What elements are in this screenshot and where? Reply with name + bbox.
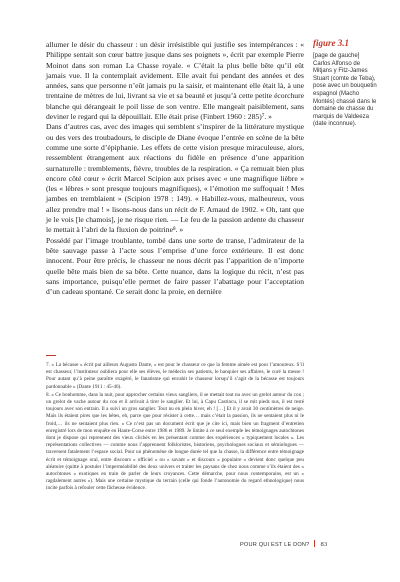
footnote: 7. « La bécasse » écrit par ailleurs Augusto Dante, « est pour le chasseur ce que la femme aimée est pour l’amoureux. S’il est chasseur, l’instituteur oubliera pour elle ses élèves, le médecin ses patients, le banquier ses affaires, le curé la messe ! Pour autant qu’à peine paraître exagéré, le fanatisme qui envahit le chasseur lorsqu’il s’agit de la bécasse est toujours pardonnable » (Dante 1911 : 45-46).: [46, 362, 304, 390]
footnote: 8. « Ce bonhomme, dans la nuit, pour approcher certains vieux sangliers, il se mettait tout nu avec un grelot autour du cou ; un grelot de vache autour du cou et il arrivait à tirer le sanglier. Et lui, à Capu Castincu, il se mit pieds nus, il est resté toujours avec son entrain. Il a suivi un gros sanglier. Tout nu en plein hiver, eh ! […] Et il y avait 30 centimètres de neige. Mais ils étaient pires que les bêtes, eh, parce que pour résister à cette… mais c’était la passion, ils ne sentaient plus ni le froid,… ils ne sentaient plus rien. » Ce n’est pas un document écrit que je cite ici, mais bien un fragment d’entretien enregistré lors de mon enquête en Haute-Corse entre 1986 et 1989. Je limite à ce seul exemple les témoignages autochtones dont je dispose qui reprennent des vieux clichés en les présentant comme des expériences « typiquement locales ». Les représentations collectives — comme nous l’apprennent folkloristes, historiens, psychologues sociaux et sémiologues — traversent fatalement l’espace social. Pour un phénomène de longue durée tel que la chasse, la différence entre témoignage écrit et témoignage oral, entre discours « officiel » ou « savant » et discours « populaire » devient donc quelque peu aléatoire (quitte à postuler l’imperméabilité des deux univers et traiter les paysans de chez nous comme s’ils étaient des « autochtones » exotiques en train de parler de leurs croyances. Cette démarche, pour nous contemporains, est un « ragdalement autres »). Mais une certaine mystique du terrain (celle qui fonde l’autonomie du regard ethnologique) nous incite parfois à refouler cette fâcheuse évidence.: [46, 391, 304, 492]
running-title: POUR QUI EST LE DON?: [240, 542, 310, 548]
paragraph: Dans d’autres cas, avec des images qui semblent s’inspirer de la littérature mystique ou des vers des troubadours, le disciple de Diane évoque l’entrée en scène de la bête comme une sorte d’épiphanie. Les effets de cette vision presque miraculeuse, alors, ressemblent étrangement aux réactions du fidèle en présence d’une apparition surnaturelle : tremblements, fièvre, troubles de la respiration. « Ça remuait bien plus encore côté cœur » écrit Marcel Scipion aux prises avec « une magnifique lièbre » (les « lèbres » sont presque toujours magnifiques), « l’émotion me suffoquait ! Mes jambes en tremblaient » (Scipion 1978 : 149). « Habillez-vous, malheureux, vous allez prendre mal ! » lisons-nous dans un récit de F. Arnaud de 1902. « Oh, tant que je le vois [le chamois], je ne risque rien. — Le feu de la passion ardente du chasseur le mettait à l’abri de la fluxion de poitrine⁸. »: [46, 122, 304, 235]
paragraph: allumer le désir du chasseur : un désir irrésistible qui justifie ses intempérances : « Philippe sentait son cœur battre jusque dans ses poignets », écrit par exemple Pierre Moinot dans son roman La Chasse royale. « C’était la plus belle bête qu’il eût jamais vue. Il la contemplait avidement. Elle avait fui pendant des années et des années, sans que personne n’eût jamais pu la saisir, et maintenant elle était là, à une trentaine de mètres de lui, livrant sa vie et sa beauté et jusqu’à cette petite écorchure blanche qui dérangeait le poil lisse de son ventre. Elle mangeait paisiblement, sans deviner le regard qui la dépouillait. Elle était prise (Finbert 1960 : 285)⁷. »: [46, 40, 304, 122]
paragraph: Possédé par l’image troublante, tombé dans une sorte de transe, l’admirateur de la bête sauvage passe à l’acte sous l’emprise d’une force extérieure. Il est donc innocent. Pour être précis, le chasseur ne nous décrit pas l’apparition de n’importe quelle bête mais bien de sa bête. Cette nuance, dans la logique du récit, n’est pas sans importance, puisqu’elle permet de faire passer l’abattage pour l’acceptation d’un cadeau spontané. Ce serait donc la proie, en dernière: [46, 235, 304, 297]
figure-label: figure 3.1: [313, 38, 349, 48]
figure-caption-sidebar: [313, 38, 377, 129]
figure-caption: [page de gauche] Carlos Alfonso de Mitjans y Fitz-James Stuart (comte de Teba), pose avec un bouquetin espagnol (Macho Montés) chassé dans le domaine de chasse du marquis de Valdeeza (date inconnue).: [313, 53, 377, 128]
footnote-rule: [46, 355, 56, 356]
footnotes: [46, 362, 304, 494]
page-footer: [240, 540, 380, 548]
footer-separator: [314, 540, 315, 547]
main-text: [46, 40, 304, 297]
page-number: 83: [320, 541, 328, 548]
